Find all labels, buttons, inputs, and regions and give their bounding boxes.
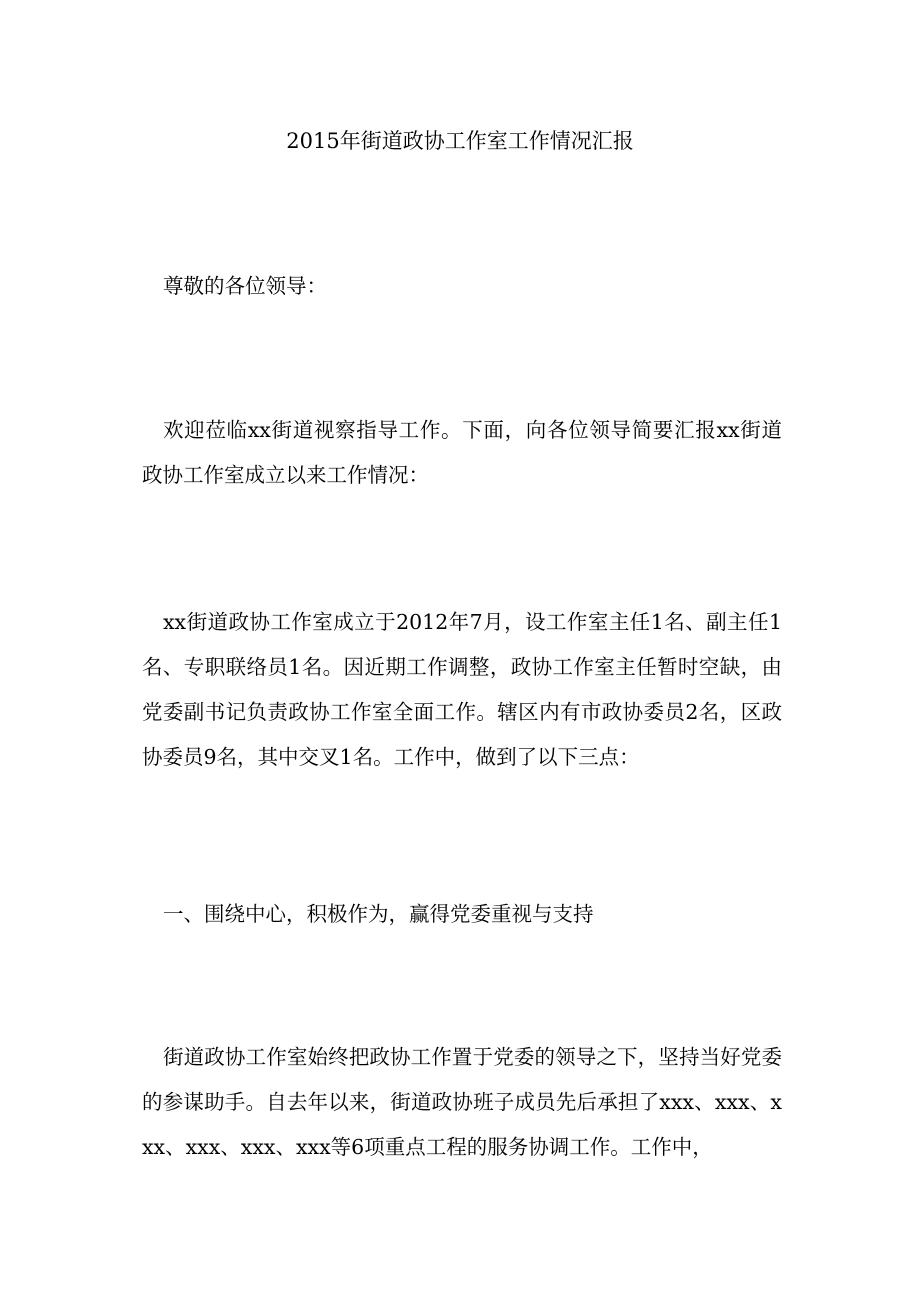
salutation-paragraph: 尊敬的各位领导：	[163, 274, 327, 298]
page-title: 2015年街道政协工作室工作情况汇报	[286, 129, 634, 153]
section-1-body-paragraph: 街道政协工作室始终把政协工作置于党委的领导之下，坚持当好党委的参谋助手。自去年以来，街道政协班子成员先后承担了xxx、xxx、xxx、xxx、xxx、xxx等6项重点工程的服务协调工作。工作中，	[142, 1045, 782, 1159]
intro-paragraph: xx街道政协工作室成立于2012年7月，设工作室主任1名、副主任1名、专职联络员1名。因近期工作调整，政协工作室主任暂时空缺，由党委副书记负责政协工作室全面工作。辖区内有市政协委员2名，区政协委员9名，其中交叉1名。工作中，做到了以下三点：	[142, 610, 782, 769]
section-heading-1: 一、围绕中心，积极作为，赢得党委重视与支持	[163, 902, 594, 926]
welcome-paragraph: 欢迎莅临xx街道视察指导工作。下面，向各位领导简要汇报xx街道政协工作室成立以来工作情况：	[142, 418, 782, 487]
